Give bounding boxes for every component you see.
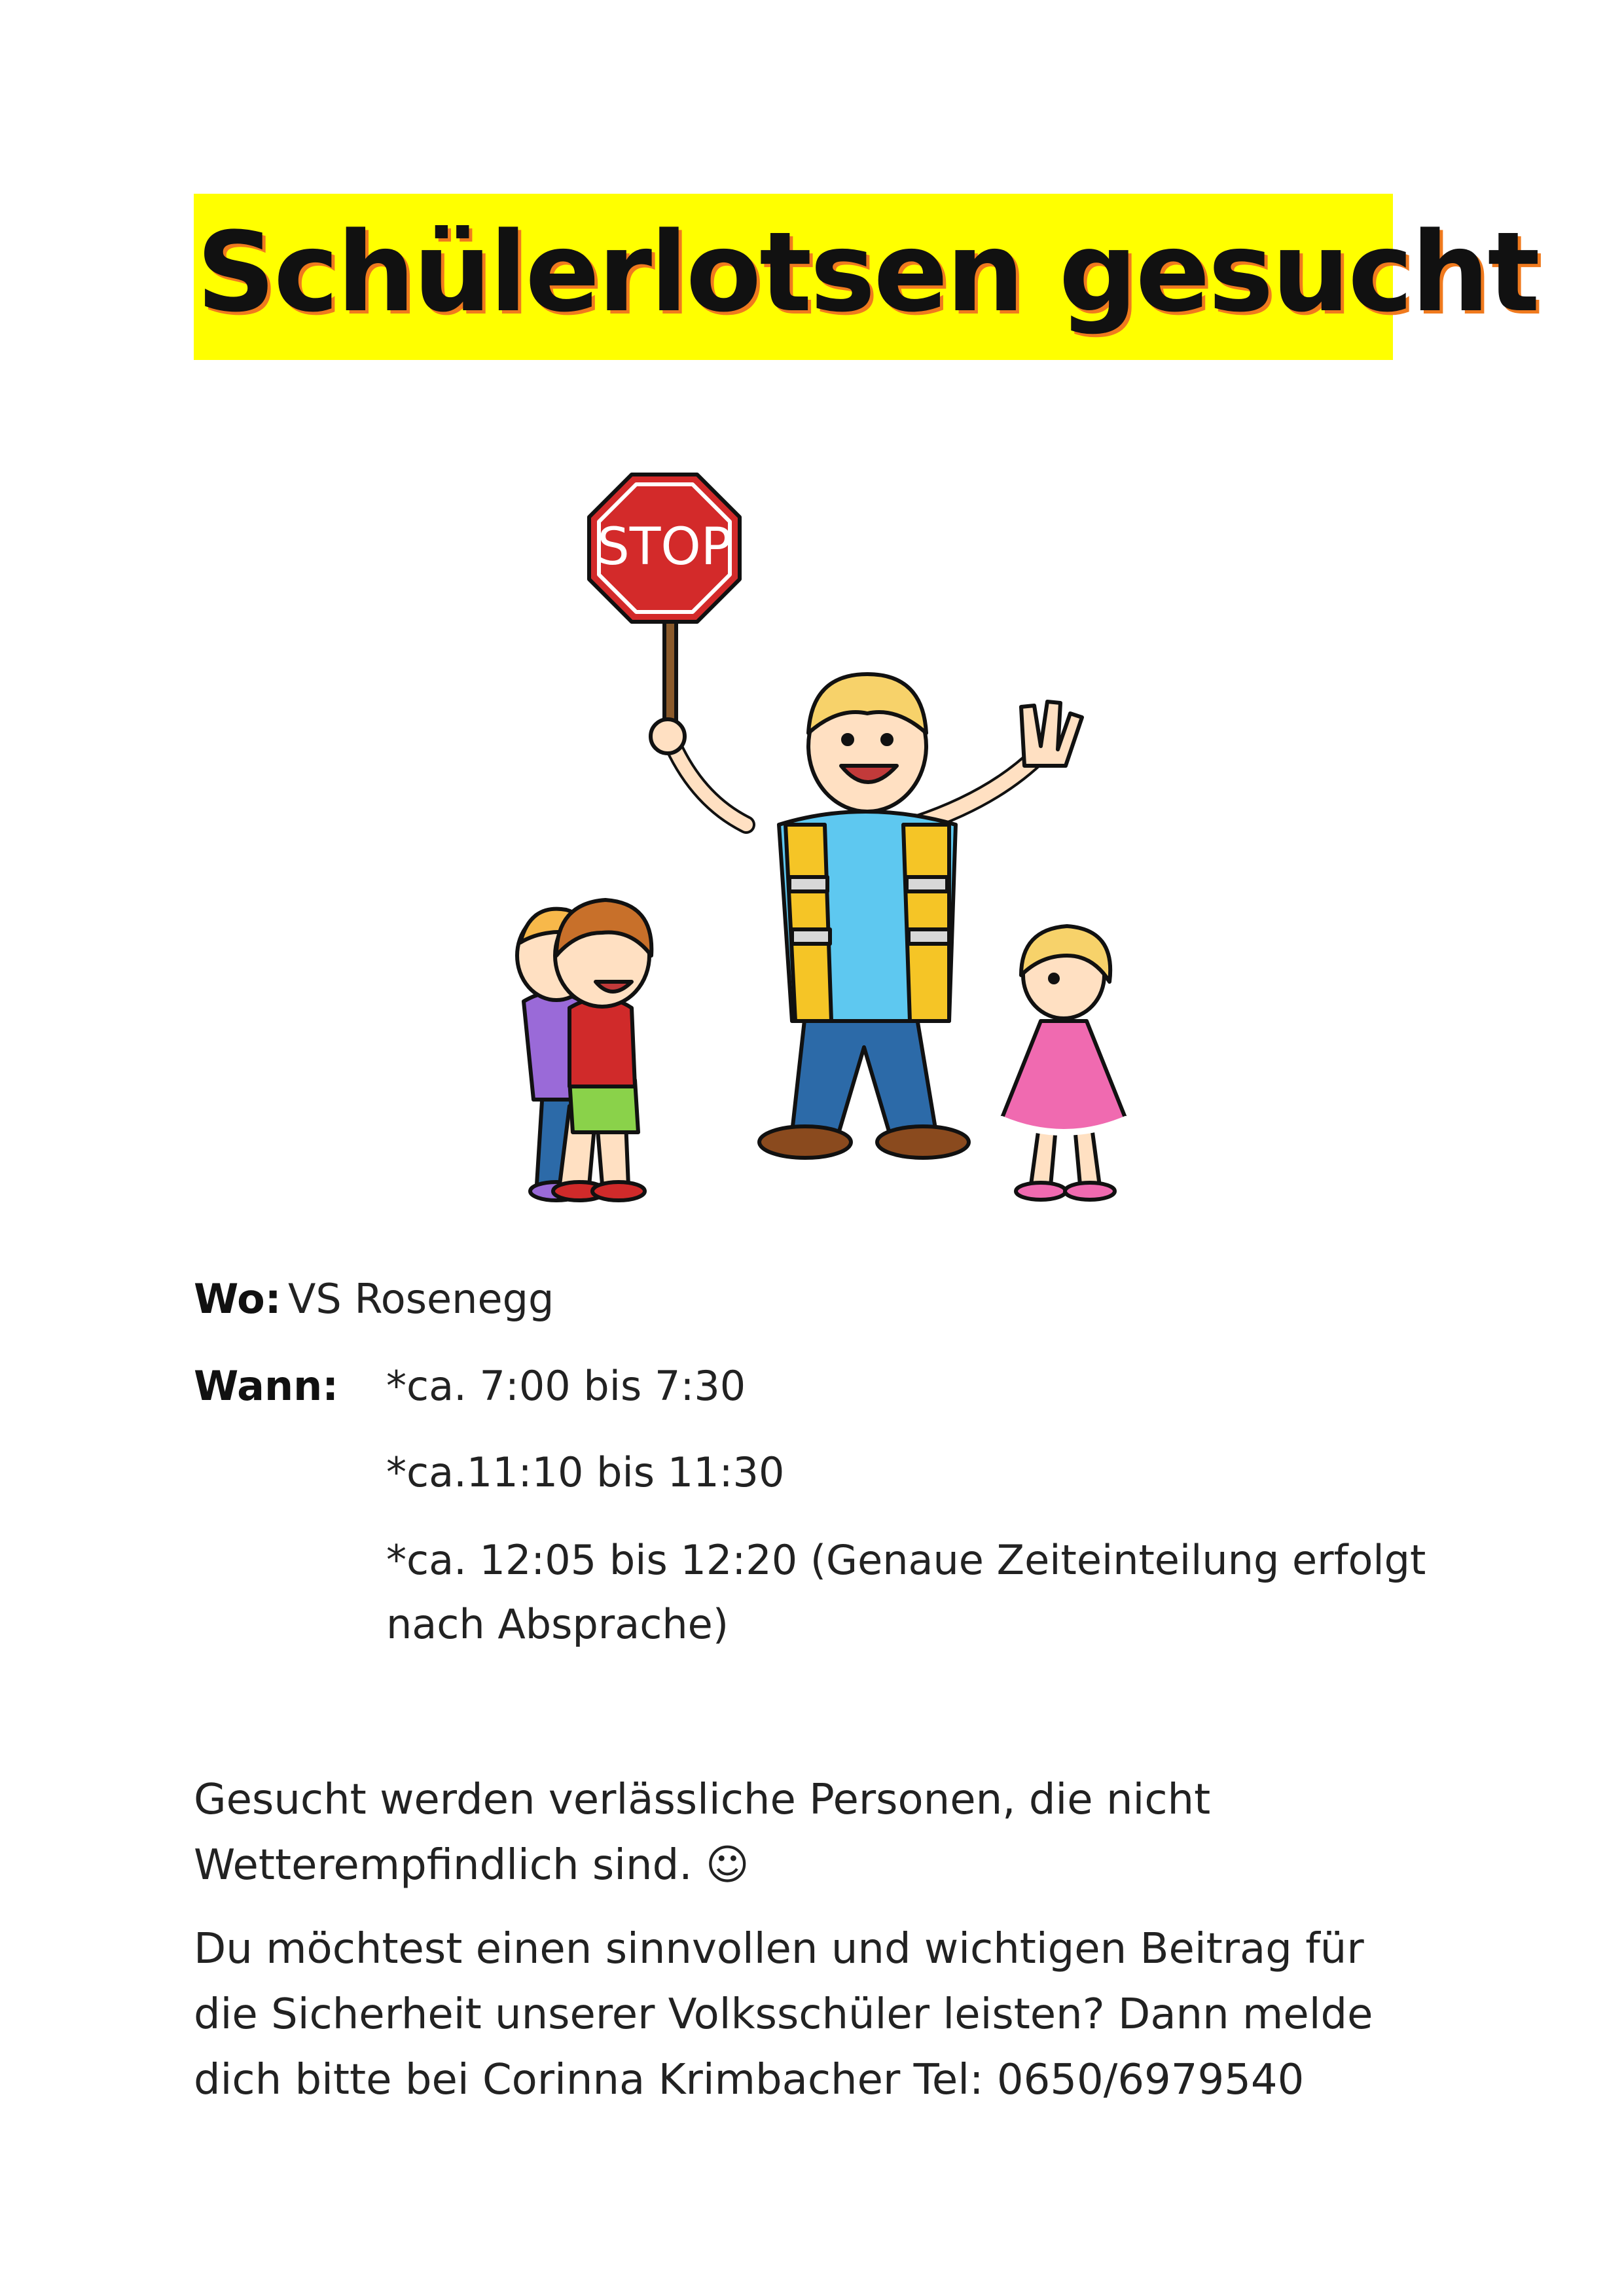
contact-paragraph: Du möchtest einen sinnvollen und wichtigen Beitrag für die Sicherheit unserer Volksschüler leisten? Dann melde dich bitte bei Corinna Krimbacher Tel: 0650/6979540: [194, 1925, 1373, 2104]
description-paragraph: Gesucht werden verlässliche Personen, die nicht Wetterempfindlich sind. ☺: [194, 1776, 1211, 1890]
where-value: VS Rosenegg: [288, 1275, 554, 1323]
when-label: Wann:: [194, 1362, 339, 1410]
time-slot-3-cont: nach Absprache): [386, 1600, 729, 1648]
stop-sign-text: STOP: [597, 518, 732, 577]
time-slot-3: *ca. 12:05 bis 12:20 (Genaue Zeiteinteilung erfolgt: [386, 1536, 1426, 1584]
where-label: Wo:: [194, 1275, 281, 1323]
time-slot-1: *ca. 7:00 bis 7:30: [386, 1362, 746, 1410]
page-title: Schülerlotsen gesucht: [196, 208, 1538, 336]
time-slot-2: *ca.11:10 bis 11:30: [386, 1448, 785, 1496]
crossing-guard-illustration: [497, 458, 1178, 1244]
